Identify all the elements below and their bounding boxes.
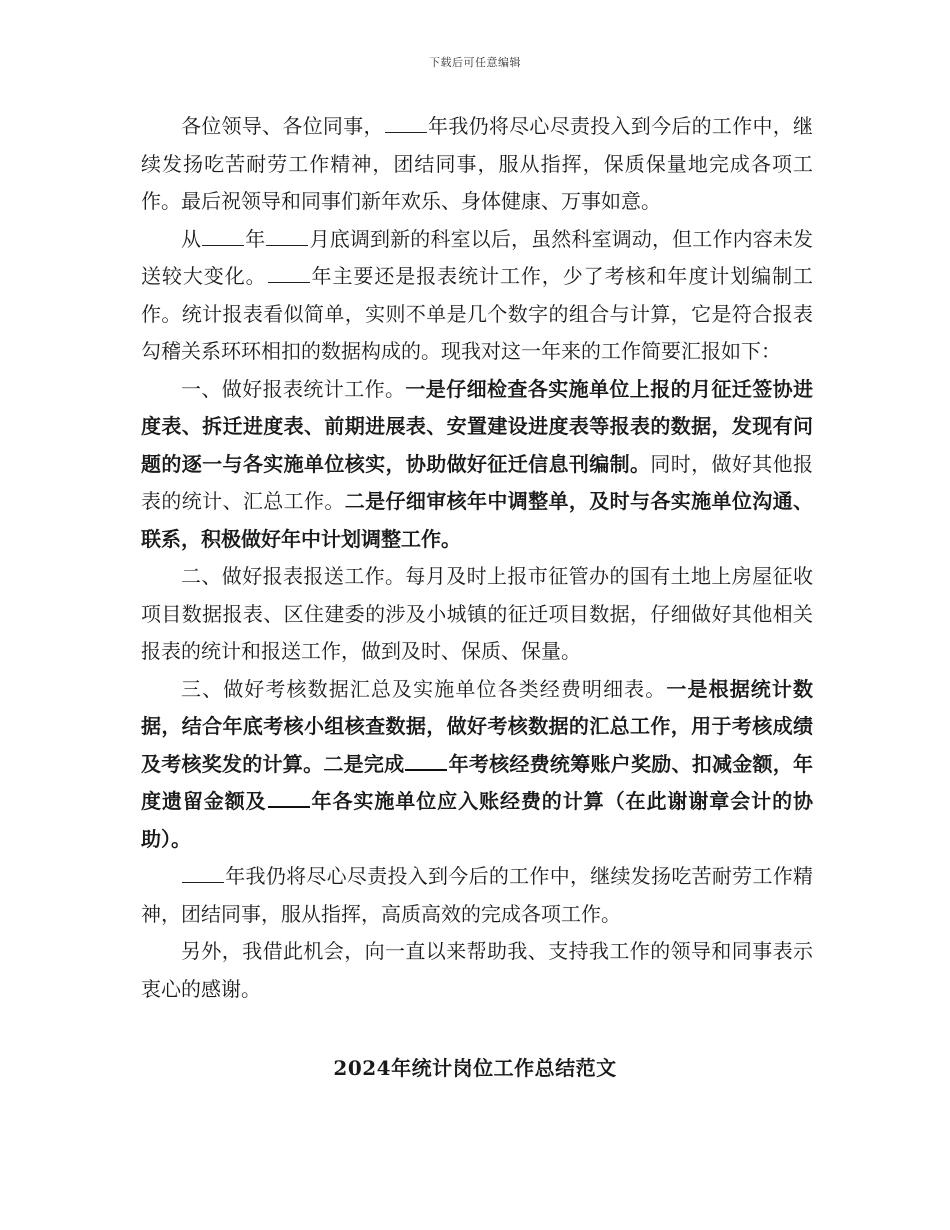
text-span: 从 bbox=[181, 226, 202, 251]
section-title: 2024年统计岗位工作总结范文 bbox=[333, 1056, 617, 1080]
paragraph-closing-wishes bbox=[141, 108, 813, 221]
bold-text-span: 一是根据统计数据，结合年底考核小组核查数据，做好考核数据的汇总工作，用于考核成绩及考核奖发的计算。二是完成 bbox=[141, 676, 814, 776]
text-span: 年主要还是报表统计工作，少了考核和年度计划编制工作。统计报表看似简单，实则不单是几个数字的组合与计算，它是符合报表勾稽关系环环相扣的数据构成的。现我对这一年来的工作简要汇报如下： bbox=[141, 264, 814, 363]
blank-field bbox=[182, 862, 224, 883]
paragraph-thanks bbox=[141, 933, 813, 1008]
paragraph-item-three bbox=[141, 671, 813, 859]
text-span: 年我仍将尽心尽责投入到今后的工作中，继续发扬吃苦耐劳工作精神，团结同事，服从指挥，高质高效的完成各项工作。 bbox=[141, 864, 813, 926]
text-span: 三、做好考核数据汇总及实施单位各类经费明细表。 bbox=[181, 676, 667, 701]
text-span: 年我仍将尽心尽责投入到今后的工作中，继续发扬吃苦耐劳工作精神，团结同事，服从指挥，保质保量地完成各项工作。最后祝领导和同事们新年欢乐、身体健康、万事如意。 bbox=[141, 114, 814, 213]
blank-field bbox=[268, 786, 310, 808]
bold-text-span: 二是仔细审核年中调整单，及时与各实施单位沟通、联系，积极做好年中计划调整工作。 bbox=[141, 489, 813, 551]
paragraph-commitment bbox=[141, 858, 813, 933]
blank-field bbox=[268, 262, 310, 283]
text-span: 一、做好报表统计工作。 bbox=[181, 376, 406, 401]
bold-text-span: 年考核经费统筹账户奖励、扣减金额，年度遗留金额及 bbox=[141, 751, 814, 813]
page-header: 下载后可任意编辑 bbox=[429, 56, 521, 69]
paragraph-intro bbox=[141, 221, 813, 371]
paragraph-item-one bbox=[141, 371, 813, 559]
blank-field bbox=[266, 225, 308, 246]
bold-text-span: 年各实施单位应入账经费的计算（在此谢谢章会计的协助）。 bbox=[141, 789, 814, 851]
text-span: 月底调到新的科室以后，虽然科室调动，但工作内容未发送较大变化。 bbox=[141, 226, 814, 288]
blank-field bbox=[202, 225, 244, 246]
text-span: 年 bbox=[245, 226, 266, 251]
text-span: 二、做好报表报送工作。每月及时上报市征管办的国有土地上房屋征收项目数据报表、区住建委的涉及小城镇的征迁项目数据，仔细做好其他相关报表的统计和报送工作，做到及时、保质、保量。 bbox=[141, 564, 813, 663]
text-span: 另外，我借此机会，向一直以来帮助我、支持我工作的领导和同事表示衷心的感谢。 bbox=[141, 939, 813, 1001]
blank-field bbox=[385, 112, 427, 133]
text-span: 同时，做好其他报表的统计、汇总工作。 bbox=[141, 451, 813, 513]
blank-field bbox=[405, 749, 447, 771]
bold-text-span: 一是仔细检查各实施单位上报的月征迁签协进度表、拆迁进度表、前期进展表、安置建设进度表等报表的数据，发现有问题的逐一与各实施单位核实，协助做好征迁信息刊编制。 bbox=[141, 376, 814, 476]
paragraph-item-two bbox=[141, 558, 813, 671]
text-span: 各位领导、各位同事， bbox=[181, 114, 384, 138]
document-body bbox=[141, 108, 813, 1008]
